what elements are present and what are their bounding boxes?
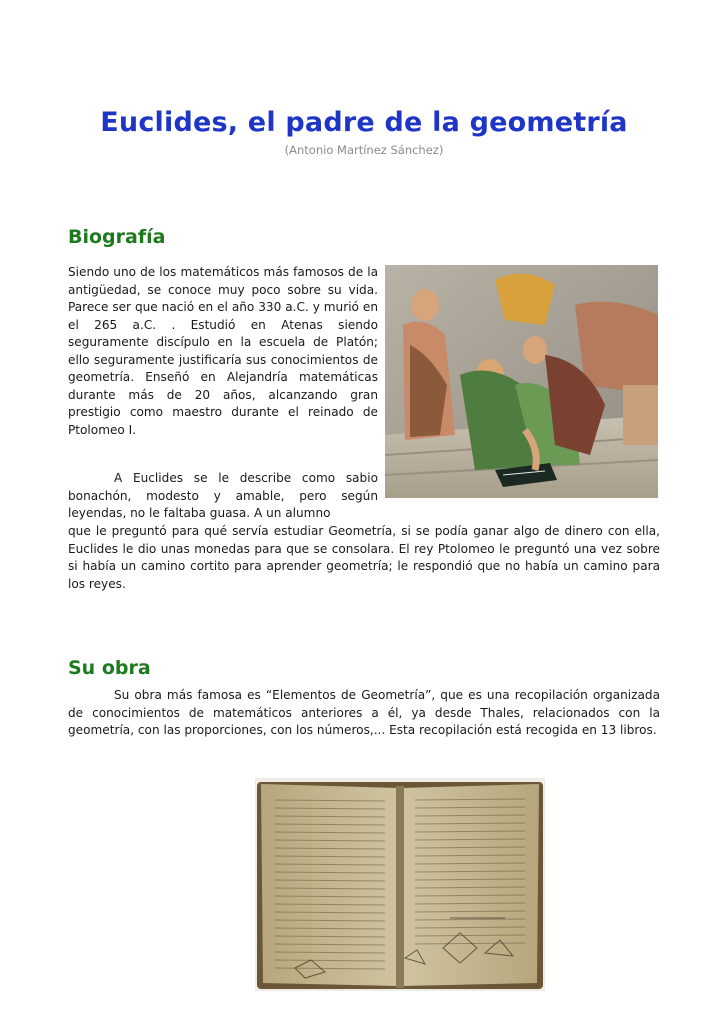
fresco-painting-image <box>385 265 658 498</box>
page-title: Euclides, el padre de la geometría <box>100 107 628 138</box>
biography-paragraph-1: Siendo uno de los matemáticos más famosos de la antigüedad, se conoce muy poco sobre su vida. Parece ser que nació en el año 330 a.C. y murió en el 265 a.C. . Estudió en Atenas siendo seguramente discípulo en la escuela de Platón; ello seguramente justificaría sus conocimientos de geometría. Enseñó en Alejandría matemáticas durante más de 20 años, alcanzando gran prestigio como maestro durante el reinado de Ptolomeo I. <box>68 265 378 437</box>
manuscript-image <box>255 778 545 991</box>
biography-paragraph-2-start: A Euclides se le describe como sabio bonachón, modesto y amable, pero según leyendas, no le faltaba guasa. A un alumno <box>68 471 378 520</box>
obra-heading: Su obra <box>68 657 151 679</box>
author-subtitle: (Antonio Martínez Sánchez) <box>284 143 444 157</box>
biography-paragraph-2-rest: que le preguntó para qué servía estudiar Geometría, si se podía ganar algo de dinero con ella, Euclides le dio unas monedas para que se consolara. El rey Ptolomeo le preguntó una vez sobre si había un camino cortito para aprender geometría; le respondió que no había un camino para los reyes. <box>68 524 660 591</box>
obra-paragraph: Su obra más famosa es “Elementos de Geometría”, que es una recopilación organizada de conocimientos de matemáticos anteriores a él, ya desde Thales, relacionados con la geometría, con las proporciones, con los números,... Esta recopilación está recogida en 13 libros. <box>68 688 660 737</box>
biography-heading: Biografía <box>68 226 166 248</box>
